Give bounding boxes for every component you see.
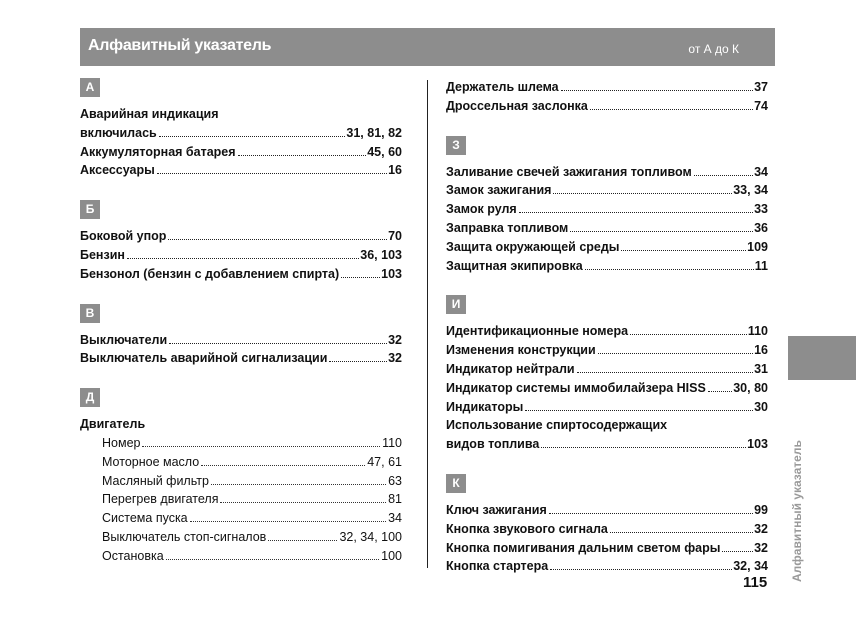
entry-pages: 34 xyxy=(388,511,402,526)
entry-text: Выключатель стоп-сигналов xyxy=(102,529,267,544)
entry-text: Кнопка стартера xyxy=(446,559,549,574)
entry-text: Индикатор нейтрали xyxy=(446,361,575,376)
index-entry xyxy=(446,360,768,379)
entry-text: Выключатели xyxy=(80,332,168,347)
entry-text: Система пуска xyxy=(102,511,188,526)
right-column xyxy=(446,78,768,596)
entry-pages: 36 xyxy=(754,220,768,235)
entry-pages: 16 xyxy=(388,163,402,178)
section-letter: В xyxy=(80,304,100,323)
entry-pages: 33 xyxy=(754,202,768,217)
index-entry xyxy=(446,398,768,417)
index-entry xyxy=(80,105,402,124)
entry-text: Защита окружающей среды xyxy=(446,239,620,254)
entry-pages: 11 xyxy=(754,258,768,273)
index-entry xyxy=(80,227,402,246)
entry-pages: 31, 81, 82 xyxy=(346,125,402,140)
index-entry xyxy=(446,181,768,200)
entry-text: Защитная экипировка xyxy=(446,258,583,273)
section-letter: З xyxy=(446,136,466,155)
index-subentry xyxy=(80,453,402,472)
entry-pages: 30, 80 xyxy=(733,380,768,395)
index-subentry xyxy=(80,528,402,547)
index-entry xyxy=(80,349,402,368)
entry-text: Индикаторы xyxy=(446,399,524,414)
index-subentry xyxy=(80,490,402,509)
entry-text: Изменения конструкции xyxy=(446,343,596,358)
section-a xyxy=(80,78,402,180)
entry-pages: 32, 34, 100 xyxy=(339,529,402,544)
column-divider xyxy=(427,80,428,568)
entry-pages: 63 xyxy=(388,473,402,488)
section-k xyxy=(446,474,768,576)
index-entry xyxy=(80,415,402,434)
page-number: 115 xyxy=(743,574,768,591)
entry-text: Держатель шлема xyxy=(446,80,559,94)
entry-text: Заливание свечей зажигания топливом xyxy=(446,164,692,179)
entry-pages: 110 xyxy=(747,324,768,339)
index-subentry xyxy=(80,547,402,566)
entry-text: Замок зажигания xyxy=(446,183,552,198)
entry-pages: 74 xyxy=(754,98,768,113)
entry-pages: 32 xyxy=(754,521,768,536)
index-range: от А до К xyxy=(688,42,739,56)
entry-pages: 99 xyxy=(754,502,768,517)
index-entry xyxy=(446,416,768,435)
entry-pages: 103 xyxy=(747,437,768,452)
index-entry xyxy=(446,322,768,341)
entry-text: Заправка топливом xyxy=(446,220,569,235)
entry-pages: 100 xyxy=(381,548,402,563)
index-entry xyxy=(446,435,768,454)
section-letter: Д xyxy=(80,388,100,407)
entry-pages: 110 xyxy=(382,435,402,450)
index-entry xyxy=(446,97,768,116)
index-entry xyxy=(446,163,768,182)
section-letter: К xyxy=(446,474,466,493)
entry-text: Идентификационные номера xyxy=(446,324,629,339)
side-label xyxy=(790,432,810,582)
index-entry xyxy=(446,557,768,576)
index-entry xyxy=(446,238,768,257)
entry-pages: 32 xyxy=(388,332,402,347)
entry-text: Номер xyxy=(102,435,141,450)
entry-text: Кнопка помигивания дальним светом фары xyxy=(446,540,721,555)
entry-pages: 30 xyxy=(754,399,768,414)
section-d xyxy=(80,388,402,565)
entry-text: видов топлива xyxy=(446,437,540,452)
chapter-tab xyxy=(788,336,856,380)
entry-pages: 16 xyxy=(754,343,768,358)
section-d-continued xyxy=(446,78,768,116)
entry-pages: 109 xyxy=(747,239,768,254)
index-subentry xyxy=(80,509,402,528)
section-b xyxy=(80,200,402,283)
section-i xyxy=(446,295,768,454)
entry-pages: 37 xyxy=(754,80,768,94)
index-subentry xyxy=(80,434,402,453)
entry-text: Остановка xyxy=(102,548,164,563)
index-entry xyxy=(80,161,402,180)
entry-text: Кнопка звукового сигнала xyxy=(446,521,608,536)
index-entry xyxy=(446,501,768,520)
entry-pages: 70 xyxy=(388,229,402,244)
entry-pages: 31 xyxy=(754,361,768,376)
index-entry xyxy=(446,257,768,276)
index-entry xyxy=(80,265,402,284)
index-subentry xyxy=(80,472,402,491)
index-entry xyxy=(446,78,768,97)
index-entry xyxy=(80,246,402,265)
section-letter: Б xyxy=(80,200,100,219)
entry-text: Аксессуары xyxy=(80,163,155,178)
entry-text: Двигатель xyxy=(80,417,146,432)
index-entry xyxy=(80,124,402,143)
entry-pages: 34 xyxy=(754,164,768,179)
section-z xyxy=(446,136,768,276)
index-entry xyxy=(446,341,768,360)
section-v xyxy=(80,304,402,369)
entry-pages: 33, 34 xyxy=(733,183,768,198)
entry-text: Дроссельная заслонка xyxy=(446,98,588,113)
index-entry xyxy=(446,379,768,398)
entry-text: Бензин xyxy=(80,247,125,262)
page-title: Алфавитный указатель xyxy=(88,37,272,54)
entry-text: включилась xyxy=(80,125,157,140)
index-entry xyxy=(80,143,402,162)
entry-text: Выключатель аварийной сигнализации xyxy=(80,351,328,366)
entry-text: Индикатор системы иммобилайзера HISS xyxy=(446,380,706,395)
entry-pages: 32 xyxy=(754,540,768,555)
index-entry xyxy=(446,539,768,558)
entry-text: Боковой упор xyxy=(80,229,167,244)
section-letter: И xyxy=(446,295,466,314)
entry-pages: 32, 34 xyxy=(733,559,768,574)
index-entry xyxy=(446,219,768,238)
index-entry xyxy=(446,520,768,539)
entry-text: Использование спиртосодержащих xyxy=(446,418,668,433)
entry-text: Бензонол (бензин с добавлением спирта) xyxy=(80,266,340,281)
entry-pages: 47, 61 xyxy=(367,454,402,469)
entry-pages: 81 xyxy=(388,492,402,507)
entry-text: Аварийная индикация xyxy=(80,107,219,121)
index-entry xyxy=(446,200,768,219)
entry-pages: 36, 103 xyxy=(360,247,402,262)
entry-pages: 45, 60 xyxy=(367,144,402,159)
entry-text: Аккумуляторная батарея xyxy=(80,144,236,159)
entry-pages: 32 xyxy=(388,351,402,366)
entry-text: Замок руля xyxy=(446,202,517,217)
entry-text: Масляный фильтр xyxy=(102,473,209,488)
section-letter: А xyxy=(80,78,100,97)
entry-text: Ключ зажигания xyxy=(446,502,547,517)
left-column xyxy=(80,78,402,586)
side-label-text: Алфавитный указатель xyxy=(790,440,804,582)
index-entry xyxy=(80,331,402,350)
page-header xyxy=(80,28,775,66)
entry-text: Моторное масло xyxy=(102,454,200,469)
entry-text: Перегрев двигателя xyxy=(102,492,219,507)
entry-pages: 103 xyxy=(381,266,402,281)
